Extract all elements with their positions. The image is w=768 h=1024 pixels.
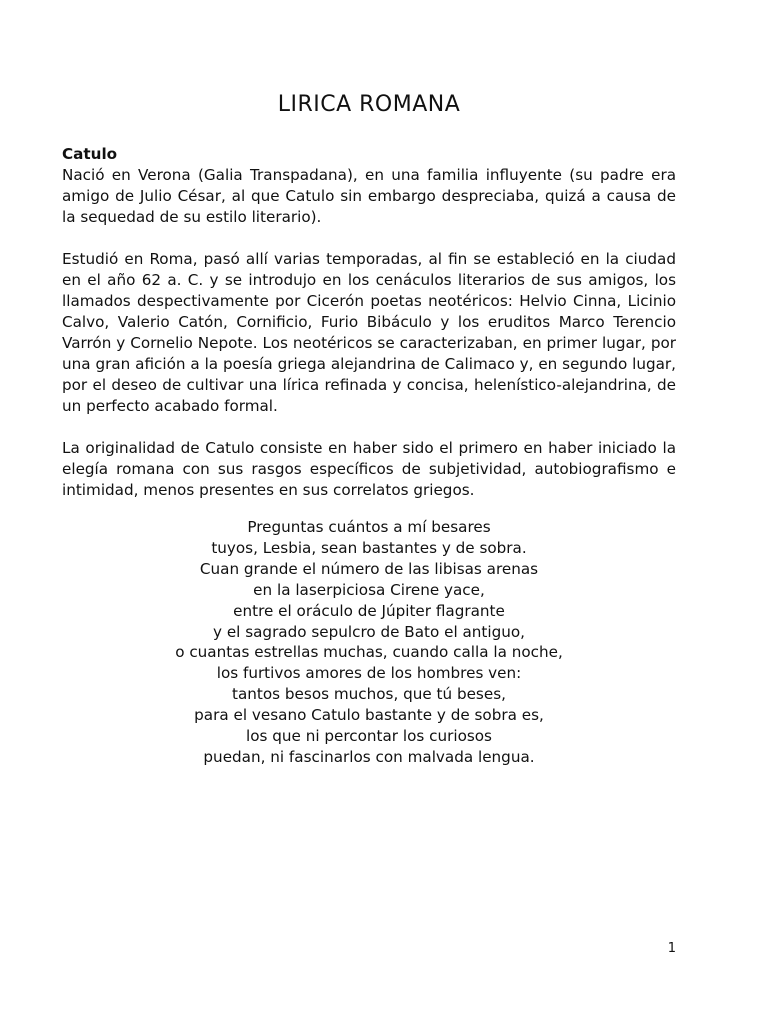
poem-line: y el sagrado sepulcro de Bato el antiguo, — [213, 622, 525, 641]
poem-line: en la laserpiciosa Cirene yace, — [253, 580, 485, 599]
section-heading: Catulo — [62, 145, 118, 163]
page-title: LIRICA ROMANA — [277, 92, 461, 117]
document-body — [62, 144, 676, 522]
poem-line: puedan, ni fascinarlos con malvada lengua. — [203, 747, 535, 766]
poem-line: o cuantas estrellas muchas, cuando calla la noche, — [175, 643, 563, 662]
poem-line: Preguntas cuántos a mí besares — [247, 518, 491, 536]
poem-line: tantos besos muchos, que tú beses, — [232, 685, 506, 704]
poem-line: para el vesano Catulo bastante y de sobra es, — [194, 706, 544, 725]
poem-line: entre el oráculo de Júpiter flagrante — [233, 601, 505, 620]
poem-line: los que ni percontar los curiosos — [246, 727, 492, 746]
poem-line: los furtivos amores de los hombres ven: — [216, 664, 522, 683]
poem-line: Cuan grande el número de las libisas arenas — [199, 559, 539, 578]
poem — [62, 517, 676, 768]
page-number: 1 — [667, 941, 676, 956]
paragraph-1 — [62, 144, 676, 228]
poem-line: tuyos, Lesbia, sean bastantes y de sobra. — [211, 538, 527, 557]
paragraph-3: La originalidad de Catulo consiste en haber sido el primero en haber iniciado la elegía romana con sus rasgos específicos de subjetividad, autobiografismo e intimidad, menos presentes en sus correlatos griegos. — [62, 439, 676, 499]
paragraph-1-text: Nació en Verona (Galia Transpadana), en una familia influyente (su padre era amigo de Julio César, al que Catulo sin embargo despreciaba, quizá a causa de la sequedad de su estilo literario). — [62, 166, 676, 226]
paragraph-2: Estudió en Roma, pasó allí varias temporadas, al fin se estableció en la ciudad en el año 62 a. C. y se introdujo en los cenáculos literarios de sus amigos, los llamados despectivamente por Cicerón poetas neotéricos: Helvio Cinna, Licinio Calvo, Valerio Catón, Cornificio, Furio Bibáculo y los eruditos Marco Terencio Varrón y Cornelio Nepote. Los neotéricos se caracterizaban, en primer lugar, por una gran afición a la poesía griega alejandrina de Calimaco y, en segundo lugar, por el deseo de cultivar una lírica refinada y concisa, helenístico-alejandrina, de un perfecto acabado formal. — [62, 250, 676, 415]
